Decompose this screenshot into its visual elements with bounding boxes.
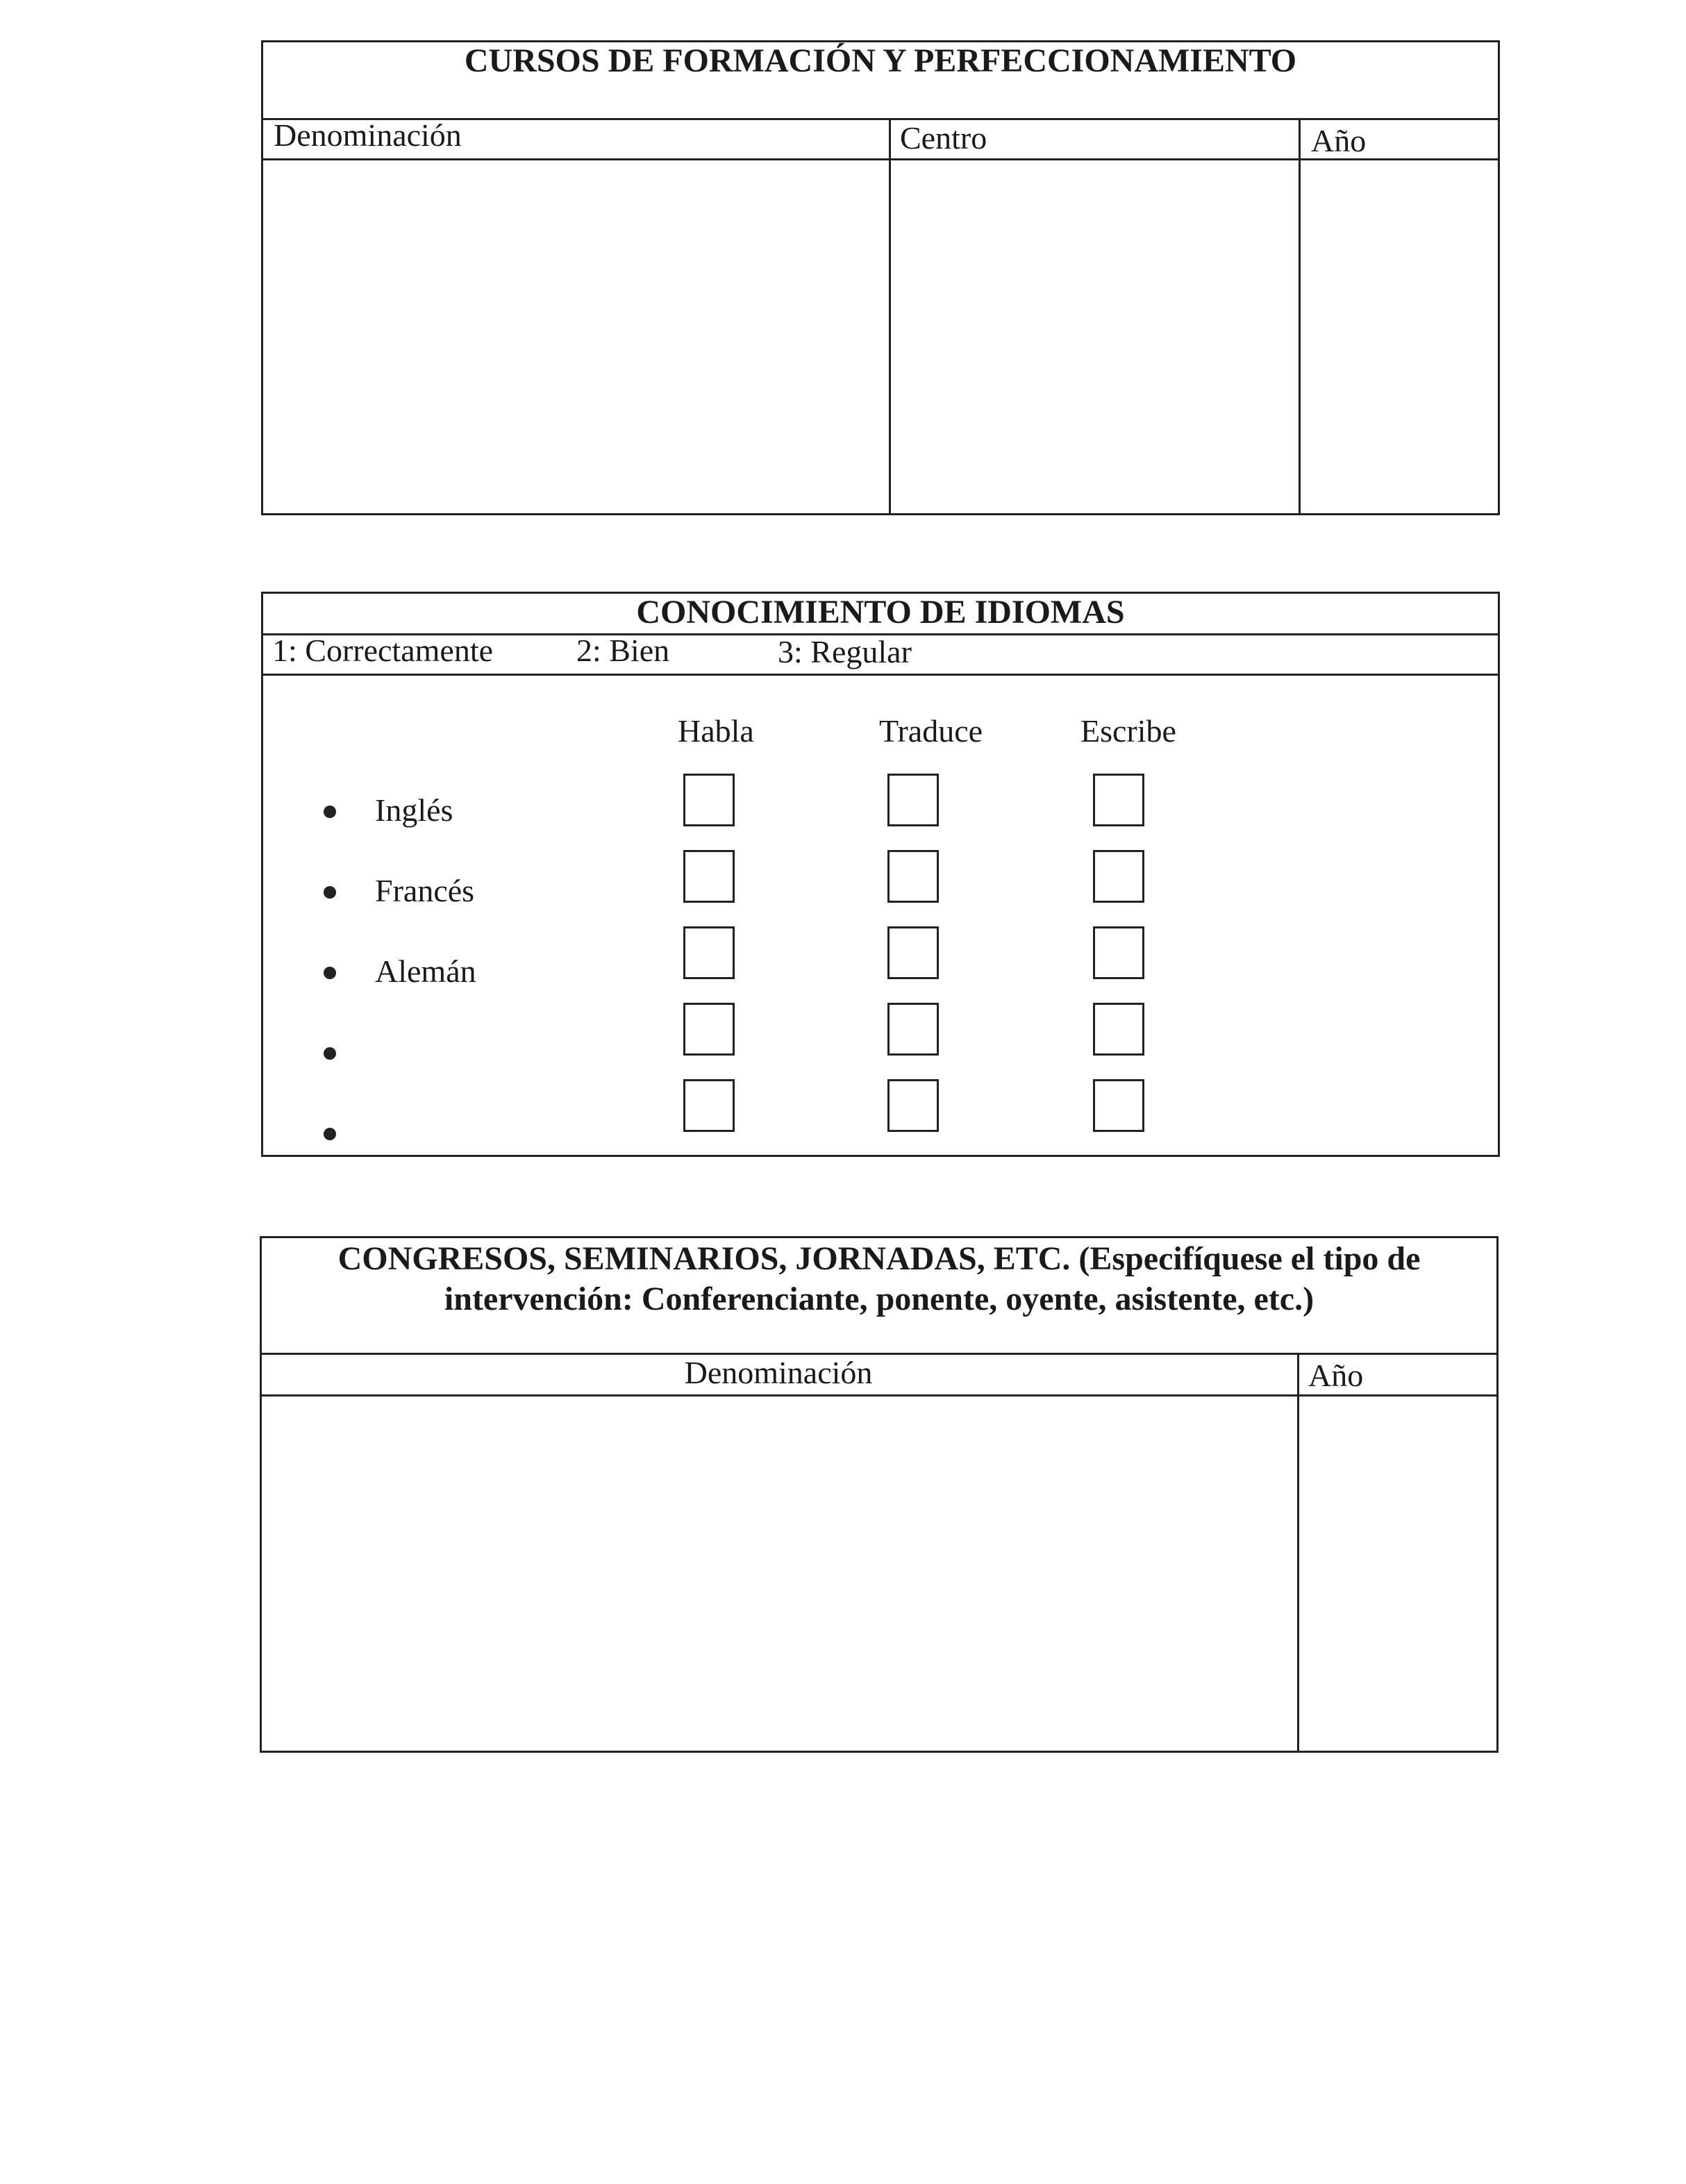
checkbox-ingles-traduce[interactable] — [887, 774, 939, 826]
checkbox-ingles-escribe[interactable] — [1093, 774, 1144, 826]
checkbox-other1-habla[interactable] — [683, 1003, 735, 1056]
skill-header-traduce: Traduce — [879, 713, 983, 749]
checkbox-other2-traduce[interactable] — [887, 1079, 939, 1132]
checkbox-other1-escribe[interactable] — [1093, 1003, 1144, 1056]
checkbox-aleman-escribe[interactable] — [1093, 926, 1144, 979]
checkbox-frances-traduce[interactable] — [887, 850, 939, 903]
checkbox-frances-escribe[interactable] — [1093, 850, 1144, 903]
language-label-ingles: Inglés — [375, 792, 453, 828]
skill-header-escribe: Escribe — [1080, 713, 1176, 749]
courses-col-anio: Año — [1311, 123, 1367, 158]
language-label-aleman: Alemán — [375, 953, 476, 989]
languages-scale-2: 2: Bien — [576, 633, 670, 668]
courses-title: CURSOS DE FORMACIÓN Y PERFECCIONAMIENTO — [464, 42, 1297, 79]
checkbox-frances-habla[interactable] — [683, 850, 735, 903]
languages-title: CONOCIMIENTO DE IDIOMAS — [636, 594, 1125, 631]
language-bullet — [324, 967, 336, 979]
checkbox-other2-escribe[interactable] — [1093, 1079, 1144, 1132]
checkbox-aleman-habla[interactable] — [683, 926, 735, 979]
congresses-col-denominacion: Denominación — [684, 1355, 873, 1390]
congresses-body-denominacion[interactable] — [262, 1397, 1296, 1751]
congresses-body-anio[interactable] — [1299, 1397, 1496, 1751]
congresses-title-line1: CONGRESOS, SEMINARIOS, JORNADAS, ETC. (Especifíquese el tipo de — [337, 1240, 1421, 1277]
language-bullet — [324, 806, 336, 818]
language-bullet — [324, 1047, 336, 1060]
language-label-frances: Francés — [375, 873, 475, 908]
checkbox-other1-traduce[interactable] — [887, 1003, 939, 1056]
checkbox-aleman-traduce[interactable] — [887, 926, 939, 979]
languages-scale-divider — [261, 674, 1500, 676]
languages-scale-3: 3: Regular — [778, 634, 912, 669]
checkbox-ingles-habla[interactable] — [683, 774, 735, 826]
courses-col-centro: Centro — [900, 120, 987, 156]
courses-body-centro[interactable] — [891, 160, 1298, 513]
checkbox-other2-habla[interactable] — [683, 1079, 735, 1132]
language-bullet — [324, 1128, 336, 1140]
congresses-col-anio: Año — [1308, 1358, 1364, 1393]
congresses-title-line2: intervención: Conferenciante, ponente, oyente, asistente, etc.) — [444, 1281, 1314, 1317]
skill-header-habla: Habla — [678, 713, 754, 749]
courses-col-denominacion: Denominación — [274, 117, 462, 153]
courses-body-anio[interactable] — [1301, 160, 1498, 513]
courses-body-denominacion[interactable] — [263, 160, 888, 513]
language-bullet — [324, 886, 336, 899]
languages-scale-1: 1: Correctamente — [272, 633, 494, 668]
